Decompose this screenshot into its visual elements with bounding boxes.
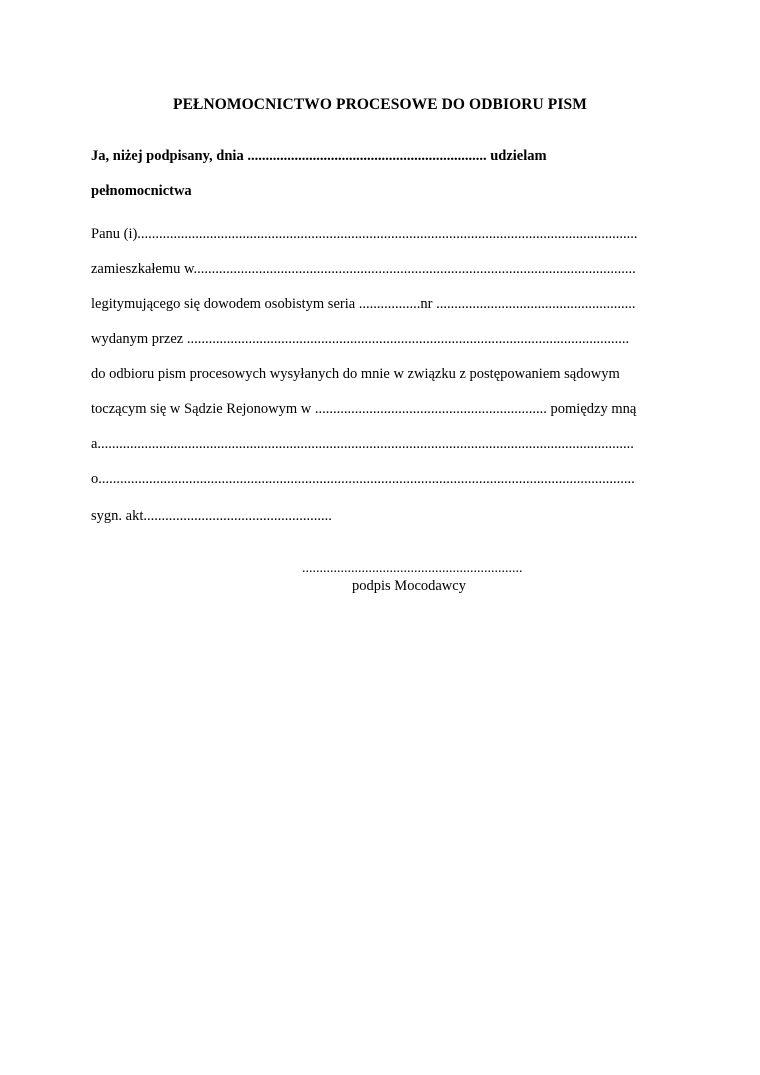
intro-line-pelnomocnictwa: pełnomocnictwa — [91, 183, 192, 199]
document-title: PEŁNOMOCNICTWO PROCESOWE DO ODBIORU PISM — [173, 96, 587, 113]
field-line-zamieszkalemu: zamieszkałemu w.......................................................................................................................... — [91, 261, 636, 277]
signature-label: podpis Mocodawcy — [352, 578, 466, 594]
field-line-sygn-akt: sygn. akt.................................................... — [91, 508, 332, 524]
field-line-wydanym: wydanym przez .......................................................................................................................... — [91, 331, 630, 347]
field-line-a: a.................................................................................................................................................... — [91, 436, 634, 452]
field-line-panu: Panu (i).......................................................................................................................................... — [91, 226, 638, 242]
field-line-o: o.................................................................................................................................................... — [91, 471, 635, 487]
field-line-toczacym: toczącym się w Sądzie Rejonowym w ................................................................ pomiędzy mną — [91, 401, 637, 417]
field-line-legitymujacego: legitymującego się dowodem osobistym seria .................nr ....................................................... — [91, 296, 636, 312]
body-line-odbioru: do odbioru pism procesowych wysyłanych do mnie w związku z postępowaniem sądowym — [91, 366, 620, 382]
signature-line: ............................................................... — [302, 561, 523, 576]
intro-line-date: Ja, niżej podpisany, dnia .................................................................. udzielam — [91, 148, 547, 164]
